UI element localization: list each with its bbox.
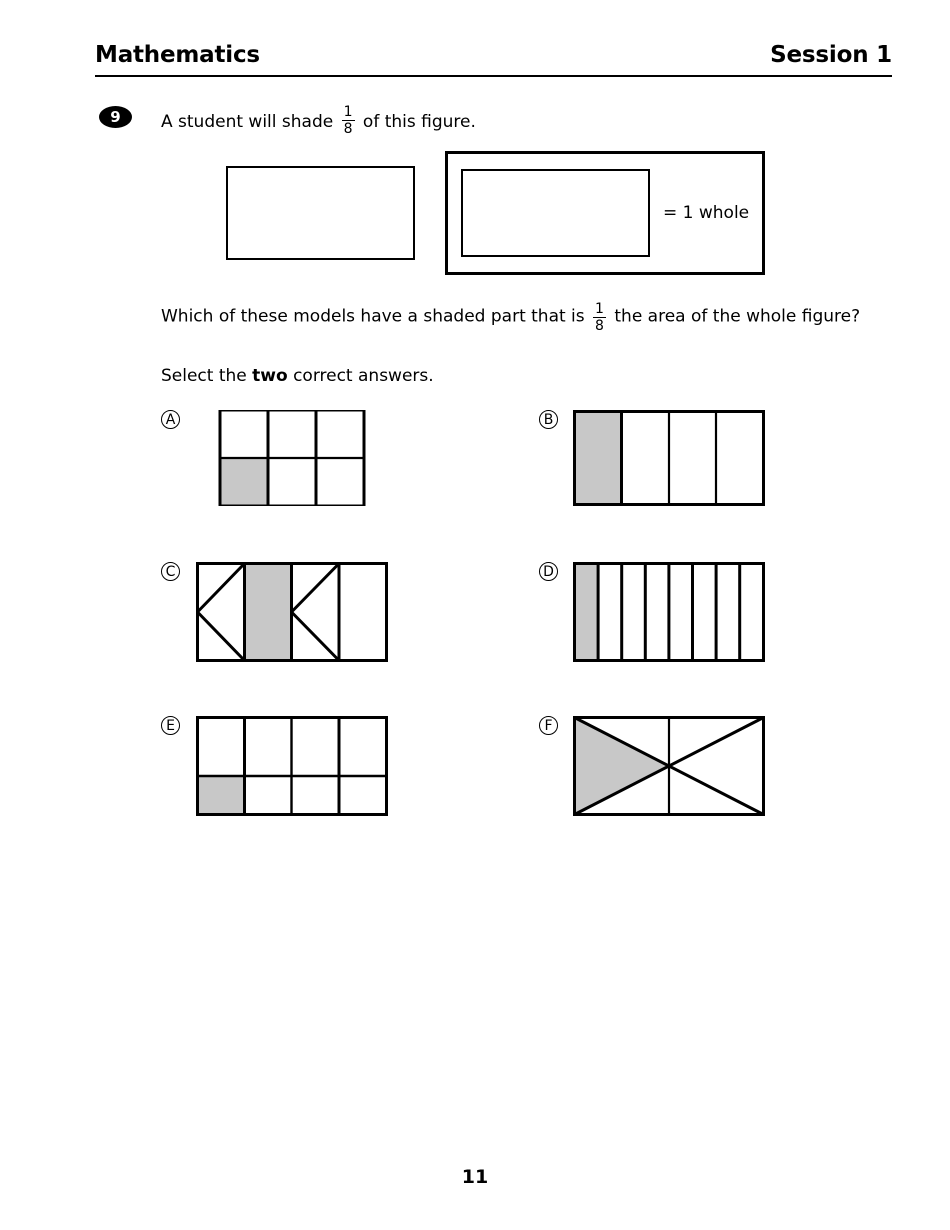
option-letter-f[interactable]: F [539,716,558,735]
prompt-fraction-numerator: 1 [595,301,604,317]
prompt-fraction-denominator: 8 [595,318,604,335]
stimulus-figure-rectangle [226,166,415,260]
shaded-triangle-f [575,718,670,815]
stem-fraction [342,105,355,136]
select-text-after: correct answers. [287,366,434,386]
select-instruction [161,366,434,386]
question-stem [161,106,476,137]
prompt-text-before: Which of these models have a shaded part that is [161,306,591,327]
shaded-cell-b [575,412,622,505]
option-letter-c[interactable]: C [161,562,180,581]
page-number: 11 [461,1166,489,1188]
option-letter-a[interactable]: A [161,410,180,429]
prompt-fraction [593,302,606,333]
option-letter-e[interactable]: E [161,716,180,735]
question-number: 9 [110,108,121,126]
select-emphasis: two [252,366,288,386]
option-figure-e[interactable] [196,716,390,816]
option-figure-a[interactable] [196,410,388,506]
option-letter-d[interactable]: D [539,562,558,581]
session-label: Session 1 [770,42,892,68]
select-text-before: Select the [161,366,253,386]
stem-fraction-numerator: 1 [343,104,353,120]
prompt-text-after: the area of the whole figure? [608,306,861,327]
triangle-edge-c3-bottom [292,612,340,661]
shaded-cell-e [198,776,245,815]
option-figure-b[interactable] [573,410,767,506]
question-prompt [161,301,861,335]
stimulus-legend-label: = 1 whole [663,203,750,223]
shaded-cell-a [220,458,268,506]
page-header [95,42,892,77]
option-figure-f[interactable] [573,716,767,816]
shaded-cell-c [245,564,292,661]
stem-text-before: A student will shade [161,111,339,132]
stem-text-after: of this figure. [357,111,476,132]
option-figure-d[interactable] [573,562,767,662]
stem-fraction-denominator: 8 [343,121,353,138]
triangle-edge-c3-top [292,564,340,613]
triangle-edge-c1-bottom [198,612,245,661]
question-number-badge [99,106,132,128]
option-letter-b[interactable]: B [539,410,558,429]
option-figure-c[interactable] [196,562,390,662]
stimulus-legend-unit-rectangle [461,169,650,257]
stimulus-legend-box [445,151,765,275]
triangle-edge-c1-top [198,564,245,613]
page-title: Mathematics [95,42,260,68]
shaded-cell-d [575,564,599,661]
